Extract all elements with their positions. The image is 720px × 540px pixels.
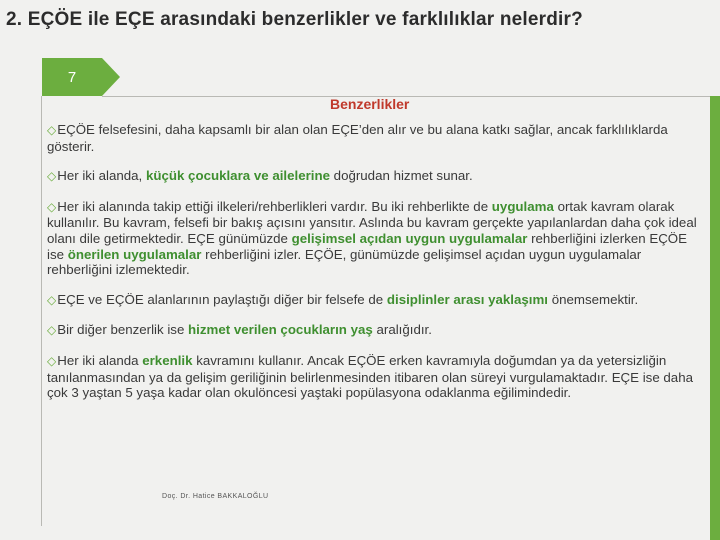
diamond-bullet-icon: ◇ bbox=[47, 169, 57, 184]
highlighted-text: küçük çocuklara ve ailelerine bbox=[145, 168, 330, 184]
diamond-bullet-icon: ◇ bbox=[47, 292, 57, 307]
bullet-list bbox=[47, 122, 697, 415]
bullet-text: Her iki alanda, bbox=[57, 168, 146, 184]
bullet-text: EÇE ve EÇÖE alanlarının paylaştığı diğer bir felsefe de bbox=[57, 291, 387, 307]
bullet-text: rehberliğini izlerken EÇÖE ise bbox=[47, 230, 688, 262]
bullet-text: Her iki alanda bbox=[57, 352, 143, 368]
top-divider bbox=[102, 96, 720, 97]
diamond-bullet-icon: ◇ bbox=[47, 199, 57, 214]
bullet-item bbox=[47, 199, 697, 278]
bullet-text: aralığıdır. bbox=[372, 322, 432, 338]
diamond-bullet-icon: ◇ bbox=[47, 123, 57, 137]
bullet-text: kavramını kullanır. Ancak EÇÖE erken kavramıyla doğumdan ya da yetersizliğin tanılanmasından ya da gelişim geriliğinin belirlenmesinden itibaren olan süreyi vurgulamaktadır. EÇE ise daha çok 3 yaştan 5 yaşa kadar olan okulöncesi yaştaki popülasyona odaklanma eğilimindedir. bbox=[47, 352, 693, 401]
diamond-bullet-icon: ◇ bbox=[47, 353, 57, 368]
slide-title: 2. EÇÖE ile EÇE arasındaki benzerlikler ve farklılıklar nelerdir? bbox=[6, 9, 583, 30]
author-footer: Doç. Dr. Hatice BAKKALOĞLU bbox=[162, 493, 269, 500]
highlighted-text: gelişimsel açıdan uygun uygulamalar bbox=[291, 230, 528, 246]
bullet-text: doğrudan hizmet sunar. bbox=[329, 168, 473, 184]
left-divider bbox=[41, 96, 42, 526]
highlighted-text: disiplinler arası yaklaşımı bbox=[386, 291, 549, 307]
bullet-text: ortak kavram olarak kullanılır. Bu kavram, felsefi bir bakış açısını yansıtır. Aslında bu kavram gerçekte yapılanlardan daha çok ideal olanı dile getirmektedir. EÇE günümüzde bbox=[47, 198, 697, 246]
right-accent-bar bbox=[710, 96, 720, 540]
diamond-bullet-icon: ◇ bbox=[47, 323, 57, 338]
highlighted-text: erkenlik bbox=[142, 352, 193, 368]
bullet-item bbox=[47, 322, 697, 339]
slide-number-badge: 7 bbox=[42, 58, 102, 96]
bullet-item bbox=[47, 122, 697, 154]
bullet-item bbox=[47, 292, 697, 309]
bullet-text: Her iki alanında takip ettiği ilkeleri/rehberlikleri vardır. Bu iki rehberlikte de bbox=[57, 198, 492, 214]
highlighted-text: uygulama bbox=[491, 198, 554, 214]
bullet-text: önemsemektir. bbox=[548, 291, 639, 307]
bullet-text: Bir diğer benzerlik ise bbox=[57, 322, 189, 338]
bullet-item bbox=[47, 353, 697, 401]
highlighted-text: hizmet verilen çocukların yaş bbox=[188, 322, 373, 338]
highlighted-text: önerilen uygulamalar bbox=[67, 246, 202, 262]
section-heading: Benzerlikler bbox=[330, 96, 410, 112]
bullet-text: rehberliğini izler. EÇÖE, günümüzde gelişimsel açıdan uygun uygulamalar rehberliğini izlemektedir. bbox=[47, 246, 642, 278]
bullet-text: EÇÖE felsefesini, daha kapsamlı bir alan olan EÇE’den alır ve bu alana katkı sağlar, ancak farklılıklarda gösterir. bbox=[47, 122, 668, 154]
bullet-item bbox=[47, 168, 697, 185]
